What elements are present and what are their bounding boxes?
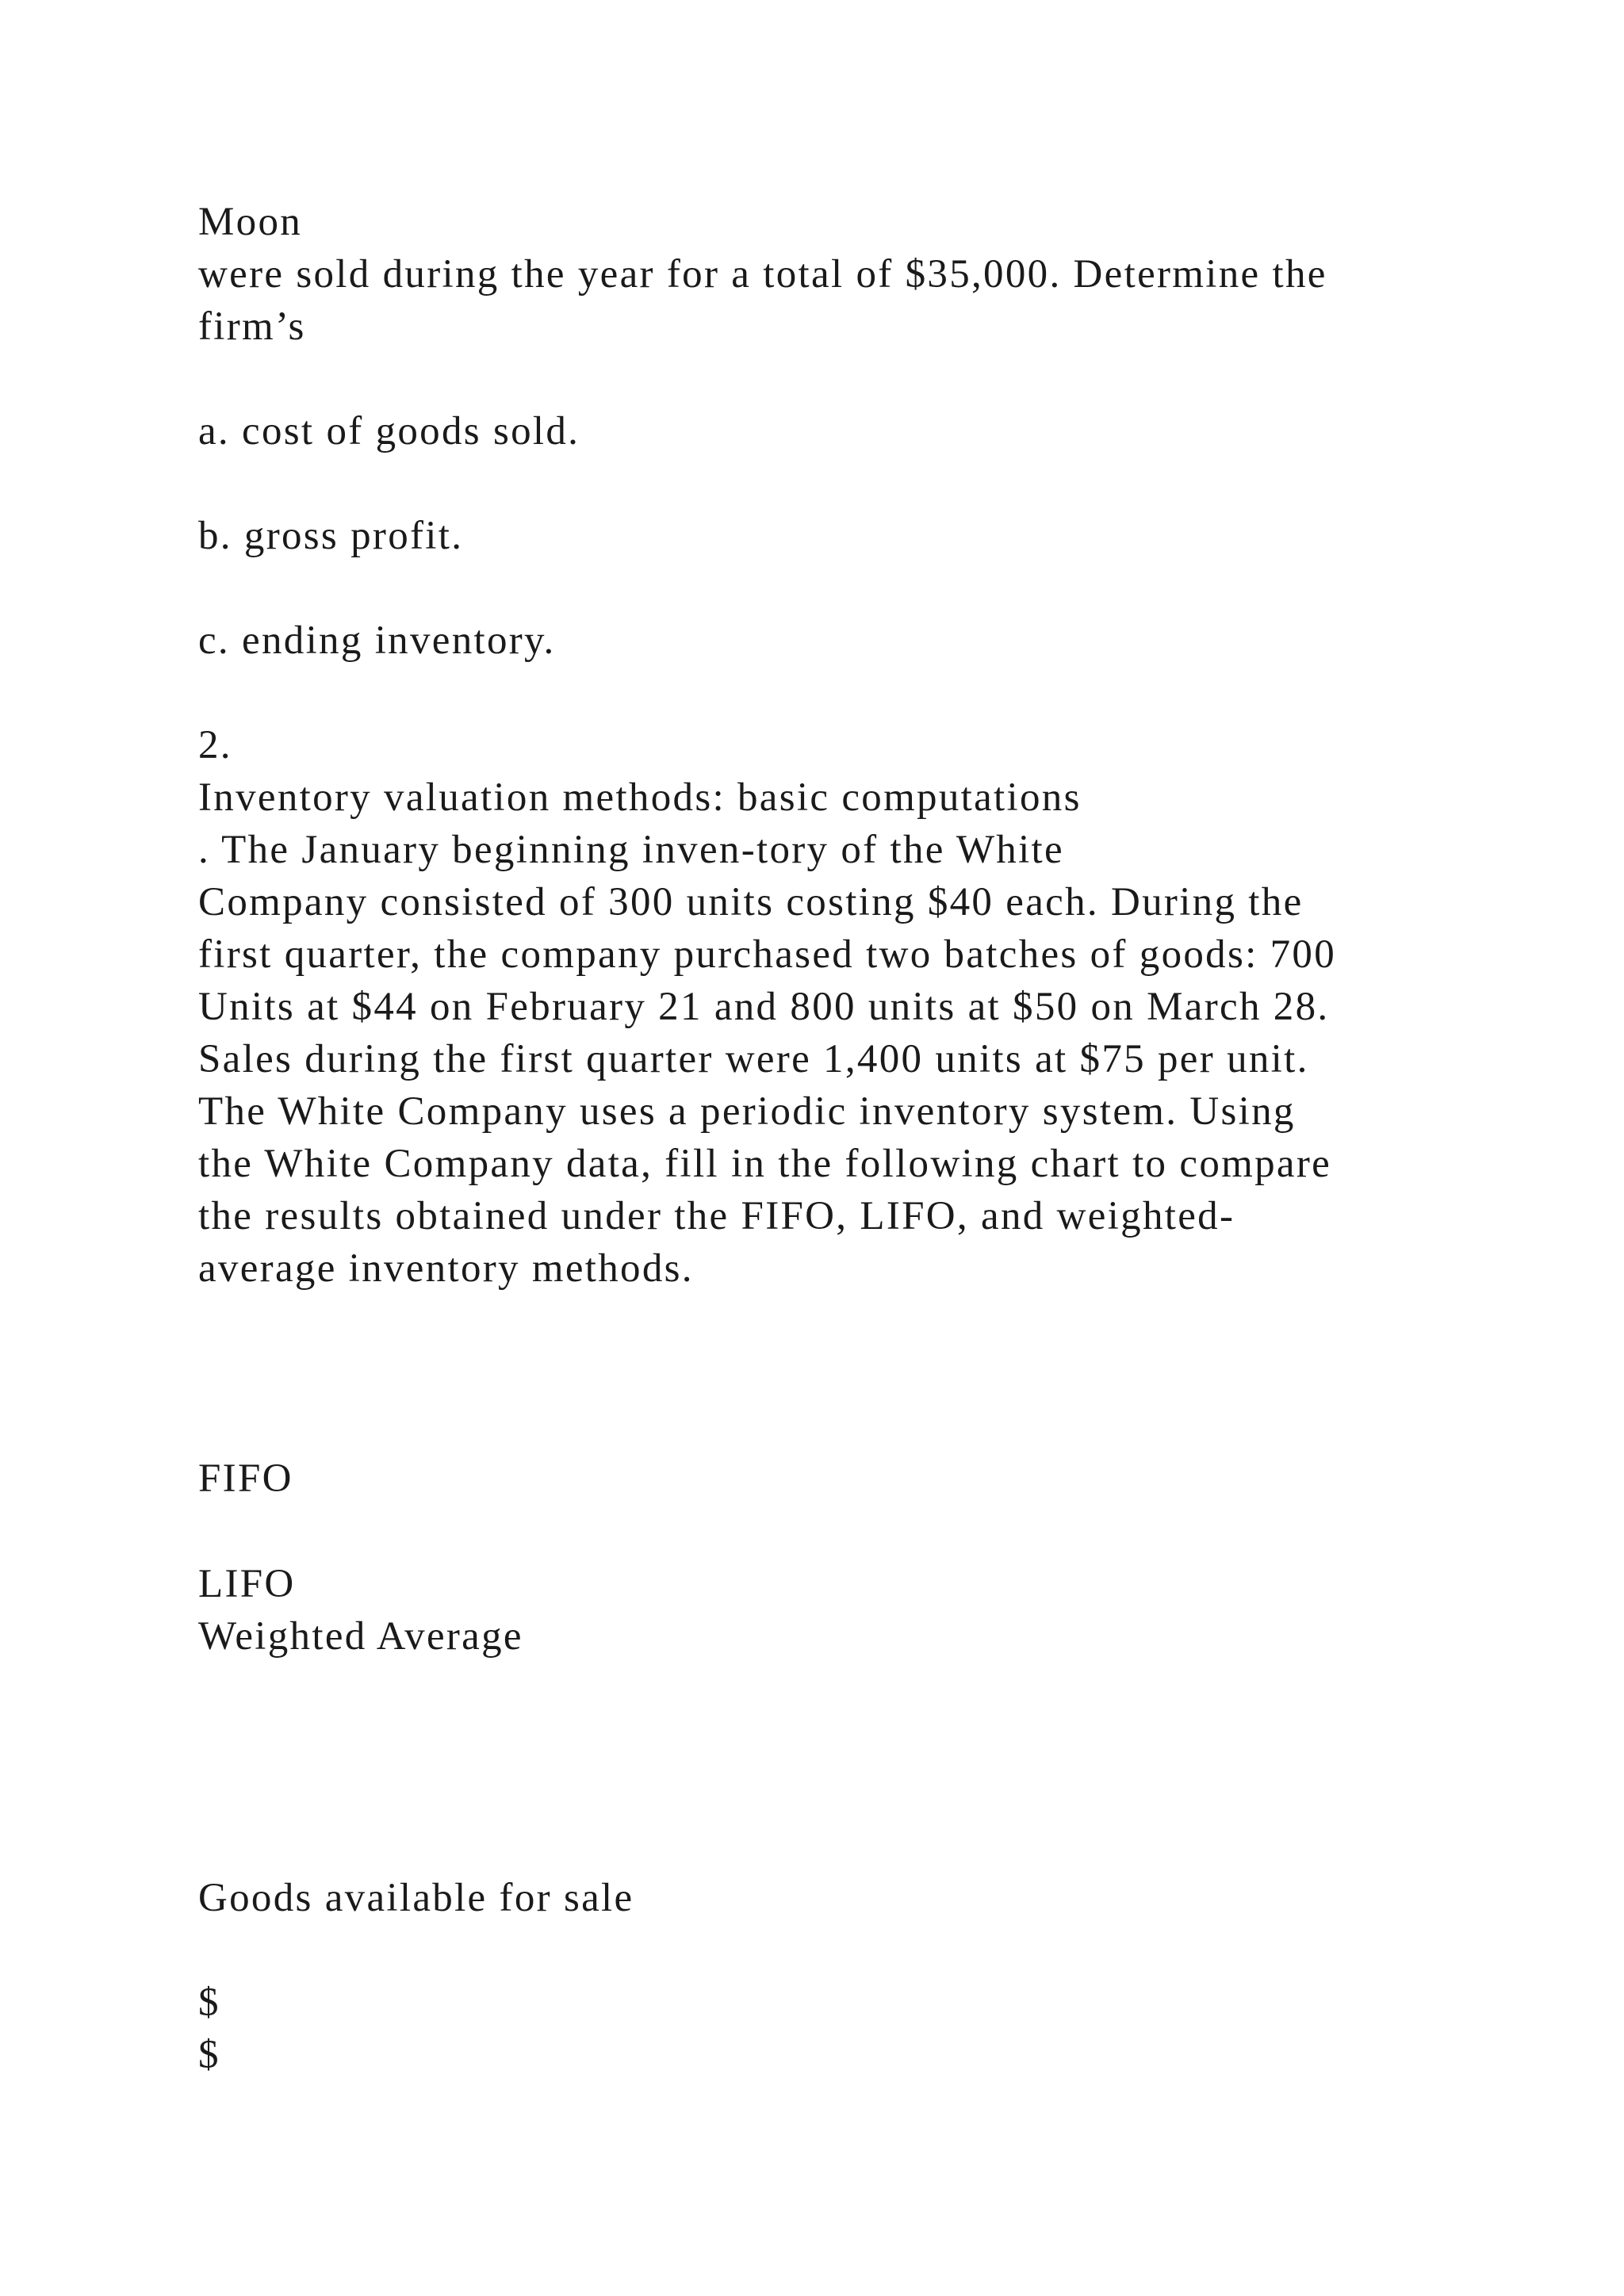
problem-line: average inventory methods. <box>198 1246 694 1291</box>
part-c: c. ending inventory. <box>198 618 556 663</box>
problem-line: Sales during the first quarter were 1,400 units at $75 per unit. <box>198 1037 1309 1081</box>
intro-line: firm’s <box>198 304 306 349</box>
method-weighted-average: Weighted Average <box>198 1614 523 1659</box>
problem-number: 2. <box>198 723 232 767</box>
intro-line: were sold during the year for a total of $35,000. Determine the <box>198 252 1327 297</box>
method-lifo: LIFO <box>198 1562 296 1606</box>
problem-title: Inventory valuation methods: basic computations <box>198 775 1082 820</box>
row-label-goods-available: Goods available for sale <box>198 1876 634 1920</box>
problem-line: Company consisted of 300 units costing $40 each. During the <box>198 880 1304 924</box>
problem-line: . The January beginning inven-tory of the White <box>198 828 1064 872</box>
problem-line: first quarter, the company purchased two batches of goods: 700 <box>198 932 1337 977</box>
problem-line: The White Company uses a periodic inventory system. Using <box>198 1089 1296 1134</box>
problem-line: the White Company data, fill in the following chart to compare <box>198 1142 1332 1186</box>
part-b: b. gross profit. <box>198 514 464 558</box>
intro-line: Moon <box>198 200 303 244</box>
problem-line: Units at $44 on February 21 and 800 units at $50 on March 28. <box>198 985 1330 1029</box>
method-fifo: FIFO <box>198 1456 293 1501</box>
part-a: a. cost of goods sold. <box>198 409 580 453</box>
problem-line: the results obtained under the FIFO, LIFO, and weighted- <box>198 1194 1235 1238</box>
currency-symbol: $ <box>198 2033 220 2077</box>
currency-symbol: $ <box>198 1980 220 2025</box>
